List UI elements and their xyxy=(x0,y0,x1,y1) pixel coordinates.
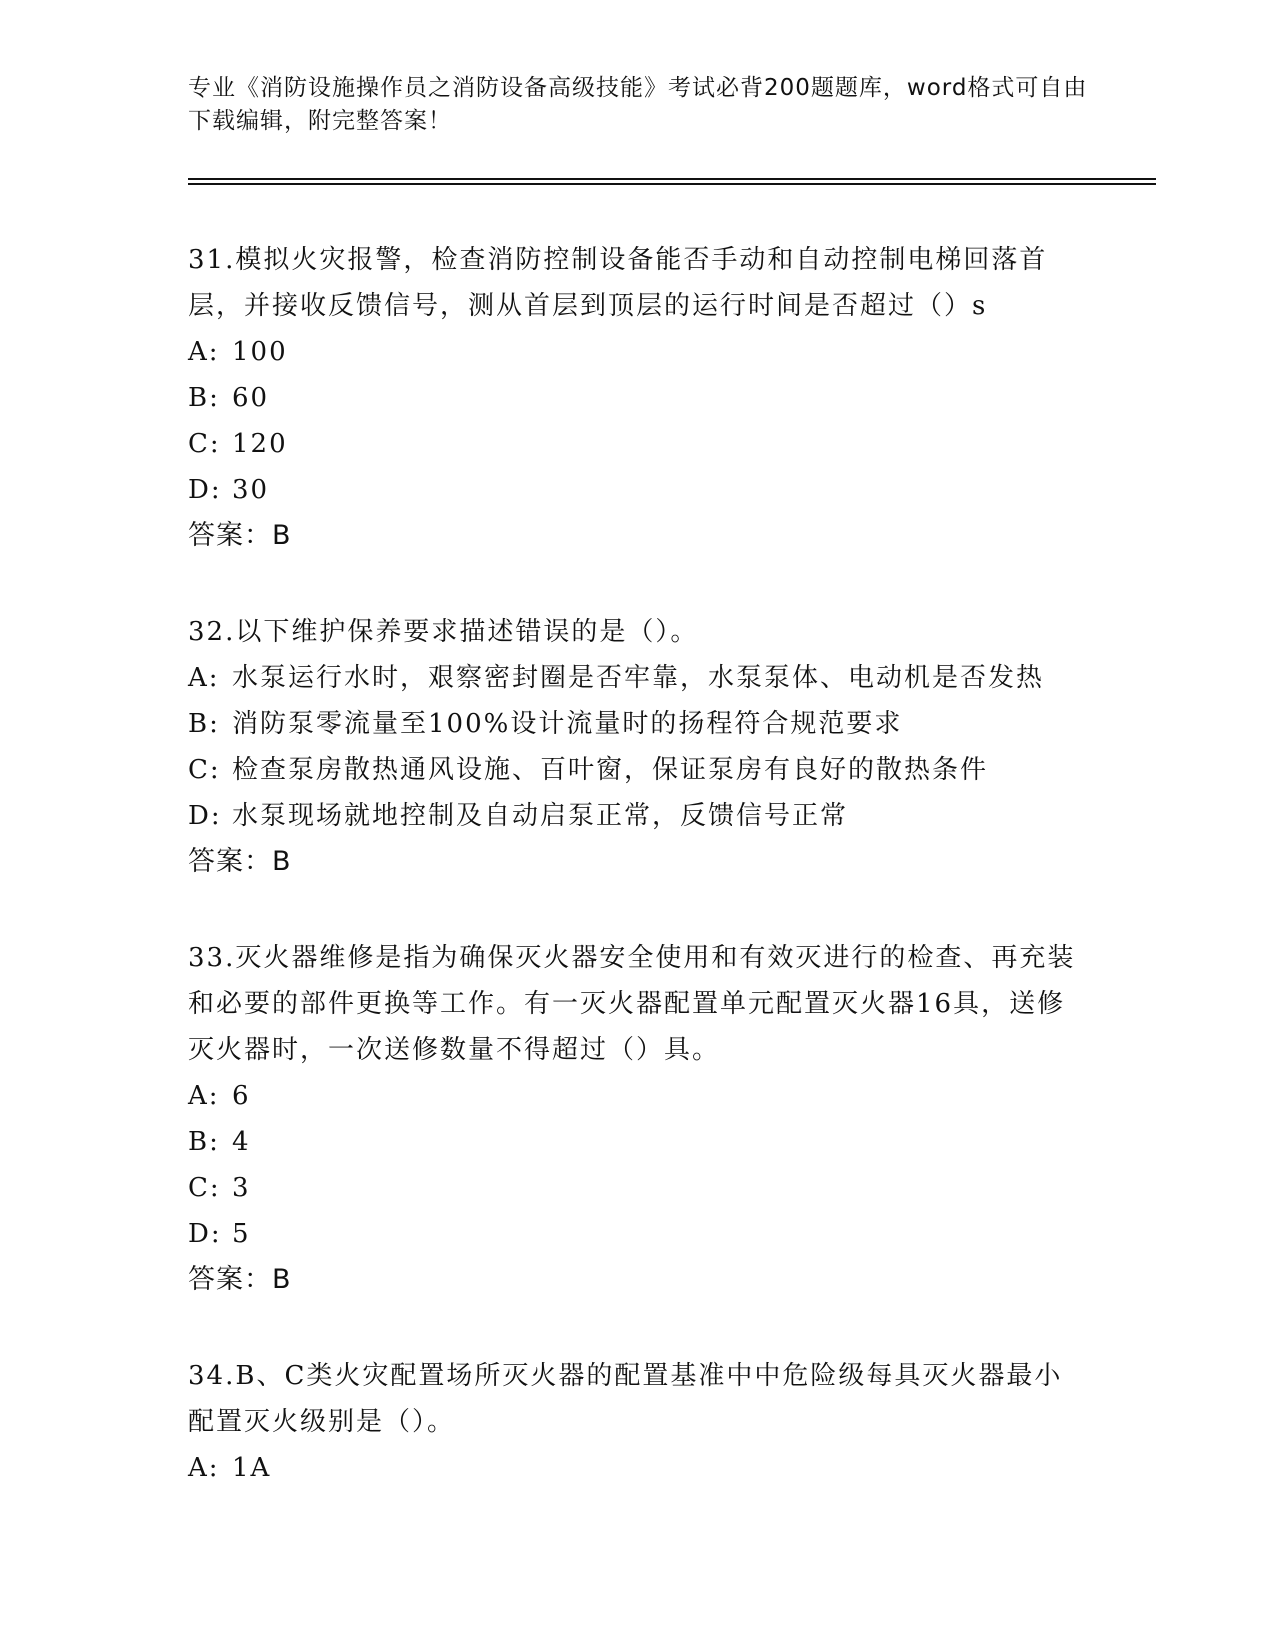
option-text: 检查泵房散热通风设施、百叶窗，保证泵房有良好的散热条件 xyxy=(232,755,989,785)
option-letter: A: xyxy=(188,1081,220,1111)
question-31 xyxy=(188,237,1088,559)
option-letter: C: xyxy=(188,755,221,785)
option-d xyxy=(188,793,1088,839)
option-text: 1A xyxy=(232,1453,272,1483)
option-c xyxy=(188,1165,1088,1211)
option-letter: A: xyxy=(188,663,220,693)
option-letter: A: xyxy=(188,1453,220,1483)
header-divider-bottom xyxy=(188,183,1156,185)
question-stem: 32.以下维护保养要求描述错误的是（）。 xyxy=(188,617,699,647)
option-c xyxy=(188,421,1088,467)
option-letter: D: xyxy=(188,475,222,505)
option-text: 60 xyxy=(232,383,270,413)
option-text: 水泵现场就地控制及自动启泵正常，反馈信号正常 xyxy=(232,801,849,831)
option-text: 消防泵零流量至100%设计流量时的扬程符合规范要求 xyxy=(232,709,903,739)
question-33 xyxy=(188,935,1088,1303)
option-text: 4 xyxy=(232,1127,251,1157)
option-letter: B: xyxy=(188,1127,220,1157)
option-letter: C: xyxy=(188,429,221,459)
option-a xyxy=(188,655,1088,701)
answer: 答案：B xyxy=(188,520,292,551)
option-d xyxy=(188,467,1088,513)
option-letter: A: xyxy=(188,337,220,367)
answer: 答案：B xyxy=(188,1264,292,1295)
option-text: 水泵运行水时，艰察密封圈是否牢靠，水泵泵体、电动机是否发热 xyxy=(232,663,1045,693)
question-32 xyxy=(188,609,1088,885)
option-letter: D: xyxy=(188,801,222,831)
option-letter: B: xyxy=(188,383,220,413)
option-a xyxy=(188,1073,1088,1119)
answer: 答案：B xyxy=(188,846,292,877)
option-b xyxy=(188,375,1088,421)
document-header: 专业《消防设施操作员之消防设备高级技能》考试必背200题题库，word格式可自由下载编辑，附完整答案！ xyxy=(188,75,1088,134)
question-stem: 34.B、C类火灾配置场所灭火器的配置基准中中危险级每具灭火器最小配置灭火级别是（）。 xyxy=(188,1361,1063,1437)
option-b xyxy=(188,701,1088,747)
option-text: 5 xyxy=(232,1219,251,1249)
option-b xyxy=(188,1119,1088,1165)
header-divider-top xyxy=(188,178,1156,180)
question-34 xyxy=(188,1353,1088,1491)
option-d xyxy=(188,1211,1088,1257)
option-text: 6 xyxy=(232,1081,251,1111)
option-letter: C: xyxy=(188,1173,221,1203)
question-stem: 31.模拟火灾报警，检查消防控制设备能否手动和自动控制电梯回落首层，并接收反馈信号，测从首层到顶层的运行时间是否超过（）s xyxy=(188,245,1048,321)
option-a xyxy=(188,1445,1088,1491)
option-text: 3 xyxy=(232,1173,251,1203)
option-a xyxy=(188,329,1088,375)
option-letter: D: xyxy=(188,1219,222,1249)
option-c xyxy=(188,747,1088,793)
question-list xyxy=(188,237,1088,1541)
option-letter: B: xyxy=(188,709,220,739)
option-text: 120 xyxy=(232,429,288,459)
option-text: 30 xyxy=(232,475,270,505)
question-stem: 33.灭火器维修是指为确保灭火器安全使用和有效灭进行的检查、再充装和必要的部件更换等工作。有一灭火器配置单元配置灭火器16具，送修灭火器时，一次送修数量不得超过（）具。 xyxy=(188,943,1076,1065)
option-text: 100 xyxy=(232,337,288,367)
